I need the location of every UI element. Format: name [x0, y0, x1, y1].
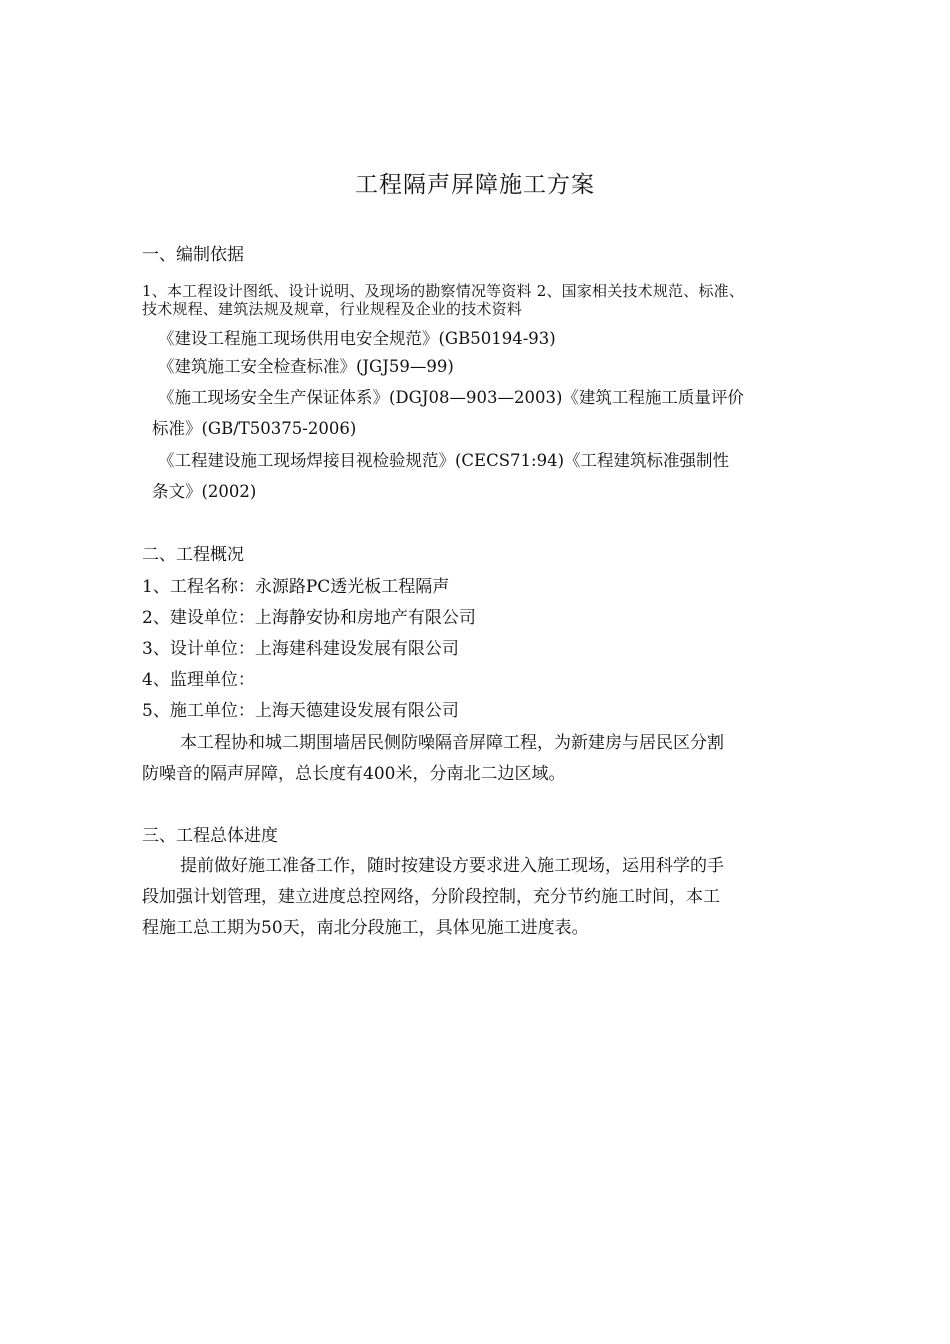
basis-intro-line-2: 技术规程、建筑法规及规章，行业规程及企业的技术资料 [142, 300, 523, 318]
section-heading-basis: 一、编制依据 [142, 245, 244, 265]
schedule-paragraph-line-3: 程施工总工期为50天，南北分段施工，具体见施工进度表。 [142, 918, 589, 938]
overview-item-supervisor: 4、监理单位： [142, 670, 255, 690]
standard-1: 《建设工程施工现场供用电安全规范》(GB50194-93) [158, 329, 556, 348]
page-title: 工程隔声屏障施工方案 [355, 172, 595, 198]
standard-4-line-2: 条文》(2002) [152, 482, 257, 501]
overview-item-contractor: 5、施工单位：上海天德建设发展有限公司 [142, 701, 459, 721]
standard-3-line-2: 标准》(GB/T50375-2006) [152, 419, 357, 438]
standard-2: 《建筑施工安全检查标准》(JGJ59—99) [158, 357, 454, 376]
overview-item-designer: 3、设计单位：上海建科建设发展有限公司 [142, 639, 459, 659]
section-heading-overview: 二、工程概况 [142, 545, 244, 565]
overview-item-project-name: 1、工程名称：永源路PC透光板工程隔声 [142, 577, 450, 597]
standard-4-line-1: 《工程建设施工现场焊接目视检验规范》(CECS71:94)《工程建筑标准强制性 [158, 451, 730, 470]
overview-item-owner: 2、建设单位：上海静安协和房地产有限公司 [142, 608, 476, 628]
schedule-paragraph-line-1: 提前做好施工准备工作，随时按建设方要求进入施工现场，运用科学的手 [180, 856, 724, 876]
section-heading-schedule: 三、工程总体进度 [142, 826, 278, 846]
schedule-paragraph-line-2: 段加强计划管理，建立进度总控网络，分阶段控制，充分节约施工时间，本工 [142, 887, 720, 907]
standard-3-line-1: 《施工现场安全生产保证体系》(DGJ08—903—2003)《建筑工程施工质量评价 [158, 388, 744, 407]
basis-intro-line-1: 1、本工程设计图纸、设计说明、及现场的勘察情况等资料 2、国家相关技术规范、标准、 [142, 282, 745, 300]
overview-paragraph-line-1: 本工程协和城二期围墙居民侧防噪隔音屏障工程，为新建房与居民区分割 [180, 733, 724, 753]
overview-paragraph-line-2: 防噪音的隔声屏障，总长度有400米，分南北二边区域。 [142, 764, 566, 784]
